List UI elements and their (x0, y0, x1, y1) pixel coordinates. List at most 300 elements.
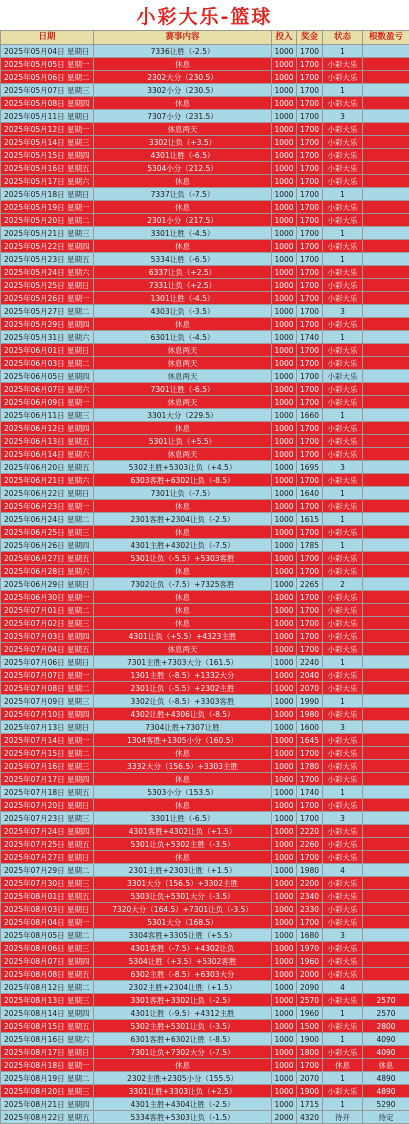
prize-cell: 2070 (297, 682, 323, 695)
profit-cell (363, 461, 409, 474)
profit-cell (363, 136, 409, 149)
table-row (1, 175, 409, 188)
date-cell: 2025年06月27日 星期五 (1, 552, 94, 565)
date-cell: 2025年05月04日 星期日 (1, 45, 94, 58)
status-cell: 小彩大乐 (323, 877, 363, 890)
prize-cell: 1700 (297, 552, 323, 565)
profit-cell (363, 760, 409, 773)
stake-cell: 1000 (272, 201, 297, 214)
content-cell: 7304让胜+7307让胜 (94, 721, 272, 734)
profit-cell (363, 890, 409, 903)
stake-cell: 1000 (272, 773, 297, 786)
content-cell: 7320大分（164.5）+7301让负（-3.5） (94, 903, 272, 916)
status-cell: 小彩大乐 (323, 240, 363, 253)
stake-cell: 1000 (272, 435, 297, 448)
stake-cell: 1000 (272, 539, 297, 552)
status-cell: 3 (323, 929, 363, 942)
profit-cell (363, 110, 409, 123)
prize-cell: 1700 (297, 747, 323, 760)
date-cell: 2025年06月30日 星期一 (1, 591, 94, 604)
content-cell: 3302让负（+3.5） (94, 136, 272, 149)
date-cell: 2025年07月09日 星期三 (1, 695, 94, 708)
prize-cell: 1700 (297, 370, 323, 383)
table-row (1, 838, 409, 851)
table-row (1, 903, 409, 916)
profit-cell: 2570 (363, 994, 409, 1007)
content-cell: 3301让胜（-4.5） (94, 227, 272, 240)
stake-cell: 1000 (272, 370, 297, 383)
date-cell: 2025年07月03日 星期四 (1, 630, 94, 643)
profit-cell: 5290 (363, 1098, 409, 1111)
stake-cell: 1000 (272, 97, 297, 110)
date-cell: 2025年05月17日 星期六 (1, 175, 94, 188)
profit-cell (363, 695, 409, 708)
content-cell: 休息两天 (94, 123, 272, 136)
status-cell: 小彩大乐 (323, 747, 363, 760)
date-cell: 2025年07月01日 星期二 (1, 604, 94, 617)
content-cell: 7307小分（231.5） (94, 110, 272, 123)
content-cell: 4301主胜+4302让负（-7.5） (94, 539, 272, 552)
table-row (1, 253, 409, 266)
prize-cell: 1900 (297, 1033, 323, 1046)
content-cell: 休息 (94, 175, 272, 188)
date-cell: 2025年06月25日 星期三 (1, 526, 94, 539)
profit-cell (363, 708, 409, 721)
table-row (1, 864, 409, 877)
prize-cell: 1700 (297, 58, 323, 71)
date-cell: 2025年08月14日 星期四 (1, 1007, 94, 1020)
prize-cell: 1700 (297, 799, 323, 812)
date-cell: 2025年06月05日 星期四 (1, 370, 94, 383)
status-cell: 小彩大乐 (323, 136, 363, 149)
profit-cell (363, 734, 409, 747)
status-cell: 小彩大乐 (323, 604, 363, 617)
status-cell: 小彩大乐 (323, 617, 363, 630)
content-cell: 3301大分（229.5） (94, 409, 272, 422)
prize-cell: 1700 (297, 916, 323, 929)
content-cell: 4303让负（-3.5） (94, 305, 272, 318)
date-cell: 2025年07月16日 星期三 (1, 760, 94, 773)
status-cell: 小彩大乐 (323, 968, 363, 981)
date-cell: 2025年05月11日 星期日 (1, 110, 94, 123)
content-cell: 休息 (94, 97, 272, 110)
table-row (1, 513, 409, 526)
prize-cell: 1700 (297, 279, 323, 292)
prize-cell: 1700 (297, 435, 323, 448)
profit-cell (363, 409, 409, 422)
prize-cell: 1700 (297, 110, 323, 123)
status-cell: 小彩大乐 (323, 266, 363, 279)
profit-cell (363, 201, 409, 214)
stake-cell: 1000 (272, 58, 297, 71)
profit-cell (363, 955, 409, 968)
status-cell: 1 (323, 1007, 363, 1020)
profit-cell (363, 838, 409, 851)
status-cell: 1 (323, 331, 363, 344)
table-row (1, 539, 409, 552)
status-cell: 小彩大乐 (323, 682, 363, 695)
table-row (1, 968, 409, 981)
stake-cell: 1000 (272, 955, 297, 968)
profit-cell (363, 825, 409, 838)
stake-cell: 1000 (272, 617, 297, 630)
table-row (1, 1085, 409, 1098)
status-cell: 小彩大乐 (323, 1085, 363, 1098)
content-cell: 休息两天 (94, 370, 272, 383)
date-cell: 2025年06月23日 星期一 (1, 500, 94, 513)
date-cell: 2025年06月26日 星期四 (1, 539, 94, 552)
table-row (1, 123, 409, 136)
prize-cell: 1960 (297, 955, 323, 968)
content-cell: 休息 (94, 747, 272, 760)
status-cell: 小彩大乐 (323, 994, 363, 1007)
table-row (1, 708, 409, 721)
content-cell: 休息 (94, 851, 272, 864)
stake-cell: 1000 (272, 461, 297, 474)
stake-cell: 1000 (272, 500, 297, 513)
stake-cell: 1000 (272, 1033, 297, 1046)
prize-cell: 1700 (297, 812, 323, 825)
stake-cell: 1000 (272, 721, 297, 734)
table-row (1, 981, 409, 994)
page-banner (0, 0, 409, 30)
table-row (1, 656, 409, 669)
profit-cell (363, 552, 409, 565)
table-row (1, 318, 409, 331)
status-cell: 1 (323, 513, 363, 526)
stake-cell: 1000 (272, 591, 297, 604)
date-cell: 2025年07月30日 星期三 (1, 877, 94, 890)
stake-cell: 1000 (272, 214, 297, 227)
prize-cell: 1700 (297, 305, 323, 318)
table-row (1, 929, 409, 942)
profit-cell (363, 383, 409, 396)
stake-cell: 1000 (272, 864, 297, 877)
status-cell: 小彩大乐 (323, 773, 363, 786)
stake-cell: 1000 (272, 487, 297, 500)
table-row (1, 916, 409, 929)
date-cell: 2025年07月20日 星期日 (1, 799, 94, 812)
date-cell: 2025年07月13日 星期日 (1, 721, 94, 734)
status-cell: 小彩大乐 (323, 123, 363, 136)
date-cell: 2025年08月22日 星期五 (1, 1111, 94, 1124)
content-cell: 2301主胜+2303让胜（+1.5） (94, 864, 272, 877)
stake-cell: 1000 (272, 175, 297, 188)
profit-cell (363, 968, 409, 981)
stake-cell: 1000 (272, 162, 297, 175)
profit-cell (363, 903, 409, 916)
status-cell: 1 (323, 1098, 363, 1111)
profit-cell (363, 812, 409, 825)
prize-cell: 1700 (297, 71, 323, 84)
stake-cell: 1000 (272, 994, 297, 1007)
stake-cell: 1000 (272, 253, 297, 266)
prize-cell: 1700 (297, 773, 323, 786)
prize-cell: 1700 (297, 253, 323, 266)
date-cell: 2025年07月06日 星期日 (1, 656, 94, 669)
content-cell: 休息 (94, 604, 272, 617)
content-cell: 3302小分（230.5） (94, 84, 272, 97)
prize-cell: 1700 (297, 422, 323, 435)
prize-cell: 1960 (297, 1007, 323, 1020)
stake-cell: 1000 (272, 578, 297, 591)
table-row (1, 97, 409, 110)
profit-cell (363, 344, 409, 357)
date-cell: 2025年07月08日 星期二 (1, 682, 94, 695)
status-cell: 小彩大乐 (323, 318, 363, 331)
status-cell: 小彩大乐 (323, 825, 363, 838)
table-row (1, 695, 409, 708)
profit-cell (363, 513, 409, 526)
header-prize: 奖金 (297, 31, 323, 45)
content-cell: 3304客胜+3305让胜（+5.5） (94, 929, 272, 942)
content-cell: 4301客胜+4302让负（+1.5） (94, 825, 272, 838)
table-row (1, 1046, 409, 1059)
date-cell: 2025年08月05日 星期二 (1, 929, 94, 942)
status-cell: 小彩大乐 (323, 97, 363, 110)
profit-cell (363, 682, 409, 695)
profit-cell (363, 71, 409, 84)
page-title: 小彩大乐-篮球 (137, 2, 273, 29)
stake-cell: 1000 (272, 552, 297, 565)
profit-cell (363, 721, 409, 734)
table-row (1, 630, 409, 643)
stake-cell: 1000 (272, 734, 297, 747)
date-cell: 2025年06月21日 星期六 (1, 474, 94, 487)
table-row (1, 110, 409, 123)
table-row (1, 71, 409, 84)
date-cell: 2025年08月15日 星期五 (1, 1020, 94, 1033)
status-cell: 休息 (323, 1059, 363, 1072)
status-cell: 小彩大乐 (323, 396, 363, 409)
content-cell: 休息 (94, 526, 272, 539)
profit-cell (363, 526, 409, 539)
content-cell: 2301客胜+2304让负（-2.5） (94, 513, 272, 526)
table-row (1, 1020, 409, 1033)
profit-cell (363, 188, 409, 201)
content-cell: 5303让负+5301大分（-3.5） (94, 890, 272, 903)
table-row (1, 604, 409, 617)
profit-cell (363, 565, 409, 578)
date-cell: 2025年06月22日 星期日 (1, 487, 94, 500)
date-cell: 2025年08月19日 星期二 (1, 1072, 94, 1085)
profit-cell (363, 617, 409, 630)
prize-cell: 1785 (297, 539, 323, 552)
header-status: 状态 (323, 31, 363, 45)
prize-cell: 1700 (297, 1059, 323, 1072)
profit-cell (363, 929, 409, 942)
date-cell: 2025年08月06日 星期三 (1, 942, 94, 955)
status-cell: 小彩大乐 (323, 292, 363, 305)
status-cell: 小彩大乐 (323, 214, 363, 227)
prize-cell: 1700 (297, 188, 323, 201)
profit-cell: 4890 (363, 1072, 409, 1085)
prize-cell: 1600 (297, 721, 323, 734)
profit-cell: 4090 (363, 1046, 409, 1059)
stake-cell: 1000 (272, 396, 297, 409)
table-row (1, 552, 409, 565)
date-cell: 2025年05月25日 星期日 (1, 279, 94, 292)
table-row (1, 487, 409, 500)
prize-cell: 1700 (297, 227, 323, 240)
content-cell: 3301让胜（-6.5） (94, 812, 272, 825)
status-cell: 小彩大乐 (323, 591, 363, 604)
status-cell: 1 (323, 487, 363, 500)
profit-cell (363, 578, 409, 591)
table-row (1, 240, 409, 253)
stake-cell: 1000 (272, 747, 297, 760)
date-cell: 2025年05月27日 星期二 (1, 305, 94, 318)
content-cell: 休息两天 (94, 396, 272, 409)
date-cell: 2025年08月08日 星期五 (1, 968, 94, 981)
prize-cell: 1780 (297, 760, 323, 773)
prize-cell: 1700 (297, 383, 323, 396)
date-cell: 2025年08月12日 星期二 (1, 981, 94, 994)
content-cell: 7302让负（-7.5）+7325客胜 (94, 578, 272, 591)
prize-cell: 2265 (297, 578, 323, 591)
stake-cell: 1000 (272, 71, 297, 84)
status-cell: 小彩大乐 (323, 175, 363, 188)
status-cell: 3 (323, 305, 363, 318)
date-cell: 2025年07月10日 星期四 (1, 708, 94, 721)
profit-cell (363, 84, 409, 97)
status-cell: 小彩大乐 (323, 942, 363, 955)
table-row (1, 435, 409, 448)
content-cell: 7331让负（+2.5） (94, 279, 272, 292)
stake-cell: 1000 (272, 825, 297, 838)
table-row (1, 292, 409, 305)
prize-cell: 1500 (297, 1020, 323, 1033)
table-row (1, 500, 409, 513)
stake-cell: 1000 (272, 1098, 297, 1111)
profit-cell (363, 266, 409, 279)
date-cell: 2025年05月20日 星期二 (1, 214, 94, 227)
content-cell: 3301客胜+3302让负（-2.5） (94, 994, 272, 1007)
stake-cell: 1000 (272, 149, 297, 162)
stake-cell: 1000 (272, 266, 297, 279)
table-row (1, 851, 409, 864)
date-cell: 2025年05月29日 星期四 (1, 318, 94, 331)
prize-cell: 1700 (297, 851, 323, 864)
stake-cell: 1000 (272, 45, 297, 58)
table-row (1, 1098, 409, 1111)
date-cell: 2025年05月24日 星期六 (1, 266, 94, 279)
date-cell: 2025年07月27日 星期日 (1, 851, 94, 864)
prize-cell: 1740 (297, 786, 323, 799)
table-row (1, 1033, 409, 1046)
profit-cell: 4090 (363, 1033, 409, 1046)
date-cell: 2025年08月04日 星期一 (1, 916, 94, 929)
profit-cell (363, 630, 409, 643)
status-cell: 3 (323, 461, 363, 474)
date-cell: 2025年05月07日 星期三 (1, 84, 94, 97)
header-date: 日期 (1, 31, 94, 45)
header-content: 赛事内容 (94, 31, 272, 45)
date-cell: 2025年07月07日 星期一 (1, 669, 94, 682)
profit-cell: 4890 (363, 1085, 409, 1098)
date-cell: 2025年07月17日 星期四 (1, 773, 94, 786)
prize-cell: 1640 (297, 487, 323, 500)
content-cell: 2301小分（217.5） (94, 214, 272, 227)
date-cell: 2025年05月14日 星期三 (1, 136, 94, 149)
prize-cell: 1700 (297, 175, 323, 188)
table-row (1, 682, 409, 695)
table-row (1, 1059, 409, 1072)
date-cell: 2025年08月20日 星期三 (1, 1085, 94, 1098)
content-cell: 1301让胜（-4.5） (94, 292, 272, 305)
stake-cell: 1000 (272, 903, 297, 916)
prize-cell: 1980 (297, 864, 323, 877)
content-cell: 5301大分（168.5） (94, 916, 272, 929)
status-cell: 小彩大乐 (323, 760, 363, 773)
status-cell: 小彩大乐 (323, 58, 363, 71)
profit-cell (363, 305, 409, 318)
table-row (1, 45, 409, 58)
prize-cell: 1660 (297, 409, 323, 422)
date-cell: 2025年08月21日 星期四 (1, 1098, 94, 1111)
profit-cell (363, 487, 409, 500)
stake-cell: 1000 (272, 383, 297, 396)
profit-cell (363, 643, 409, 656)
prize-cell: 1700 (297, 565, 323, 578)
status-cell: 小彩大乐 (323, 474, 363, 487)
prize-cell: 2200 (297, 877, 323, 890)
stake-cell: 1000 (272, 799, 297, 812)
prize-cell: 1700 (297, 201, 323, 214)
status-cell: 1 (323, 1072, 363, 1085)
prize-cell: 4320 (297, 1111, 323, 1124)
table-row (1, 474, 409, 487)
content-cell: 5301让负+5302主胜（-3.5） (94, 838, 272, 851)
content-cell: 4301客胜（-7.5）+4302让负 (94, 942, 272, 955)
prize-cell: 2090 (297, 981, 323, 994)
status-cell: 小彩大乐 (323, 890, 363, 903)
content-cell: 5302主胜+5303让负（+4.5） (94, 461, 272, 474)
table-row (1, 370, 409, 383)
stake-cell: 1000 (272, 760, 297, 773)
profit-cell (363, 396, 409, 409)
profit-cell (363, 45, 409, 58)
profit-cell (363, 981, 409, 994)
prize-cell: 1970 (297, 942, 323, 955)
table-row (1, 461, 409, 474)
content-cell: 1304客胜+1305小分（160.5） (94, 734, 272, 747)
prize-cell: 2220 (297, 825, 323, 838)
status-cell: 小彩大乐 (323, 344, 363, 357)
table-row (1, 279, 409, 292)
status-cell: 1 (323, 1033, 363, 1046)
status-cell: 小彩大乐 (323, 1020, 363, 1033)
table-header-row (1, 31, 409, 45)
date-cell: 2025年05月08日 星期四 (1, 97, 94, 110)
stake-cell: 1000 (272, 409, 297, 422)
stake-cell: 1000 (272, 292, 297, 305)
table-row (1, 149, 409, 162)
prize-cell: 1645 (297, 734, 323, 747)
prize-cell: 1700 (297, 136, 323, 149)
profit-cell (363, 214, 409, 227)
content-cell: 休息 (94, 565, 272, 578)
table-row (1, 578, 409, 591)
date-cell: 2025年06月24日 星期二 (1, 513, 94, 526)
status-cell: 1 (323, 253, 363, 266)
status-cell: 2 (323, 578, 363, 591)
prize-cell: 1700 (297, 45, 323, 58)
content-cell: 5302主胜+5301让负（-3.5） (94, 1020, 272, 1033)
content-cell: 休息 (94, 773, 272, 786)
stake-cell: 1000 (272, 942, 297, 955)
content-cell: 6301让负（-4.5） (94, 331, 272, 344)
